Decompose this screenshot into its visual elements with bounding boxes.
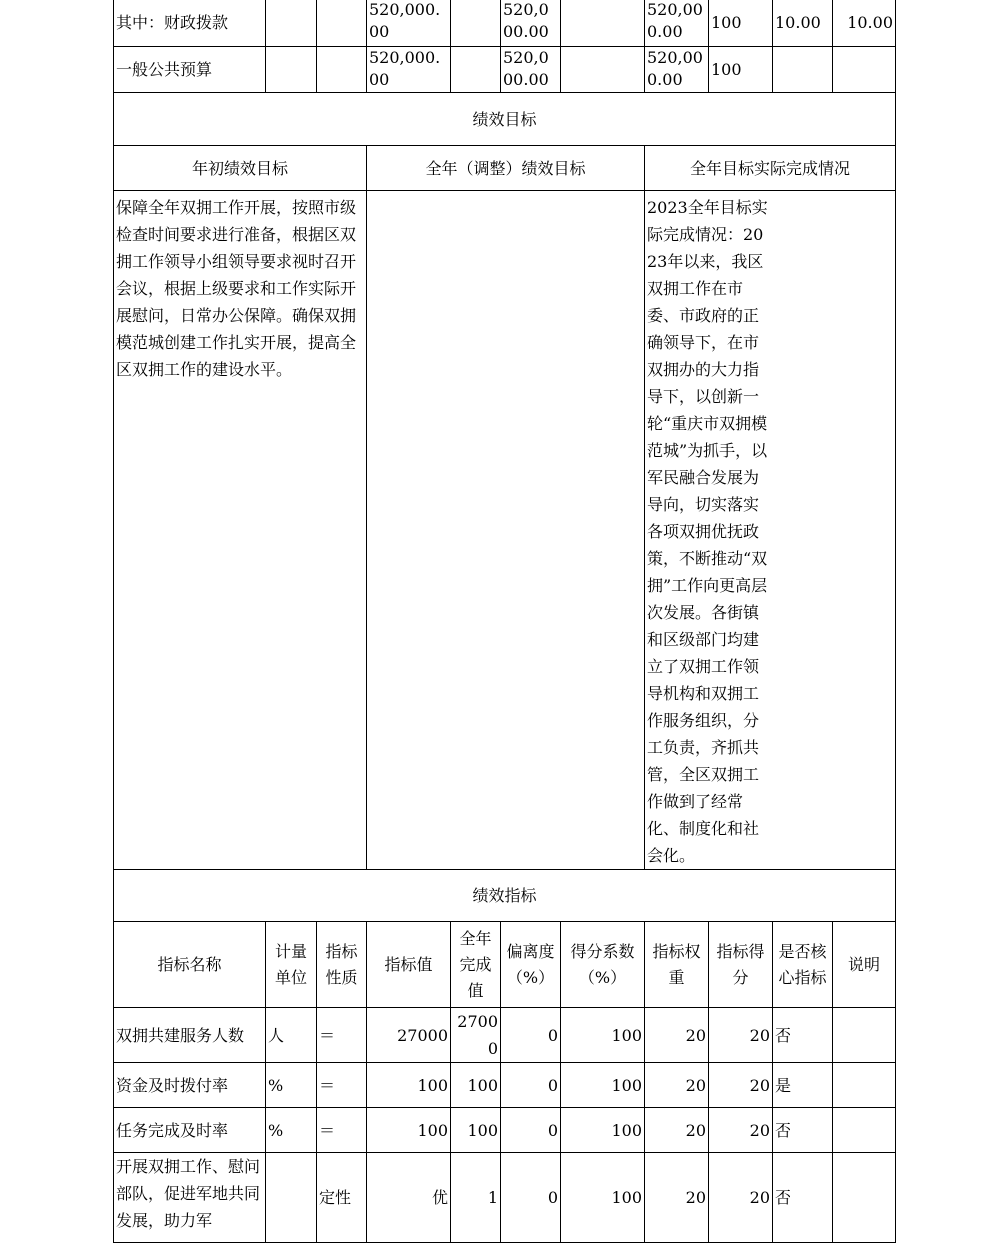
indicator-score: 20	[709, 1063, 773, 1108]
indicator-row	[114, 1108, 896, 1153]
indicator-deviation: 0	[501, 1008, 561, 1063]
goals-initial-text: 保障全年双拥工作开展，按照市级检查时间要求进行准备，根据区双拥工作领导小组领导要求视时召开会议，根据上级要求和工作实际开展慰问，日常办公保障。确保双拥模范城创建工作扎实开展，提高全区双拥工作的建设水平。	[114, 191, 367, 870]
indicator-nature: ＝	[317, 1008, 367, 1063]
indicator-row	[114, 1008, 896, 1063]
indicator-core: 是	[773, 1063, 833, 1108]
indicator-target: 优	[367, 1153, 451, 1243]
indicator-nature: ＝	[317, 1063, 367, 1108]
budget-weight: 10.00	[773, 0, 833, 47]
budget-cell	[561, 0, 645, 47]
header-note: 说明	[833, 922, 896, 1008]
header-indicator-name: 指标名称	[114, 922, 266, 1008]
indicator-name: 资金及时拨付率	[114, 1063, 266, 1108]
header-core: 是否核心指标	[773, 922, 833, 1008]
goals-adjusted-header: 全年（调整）绩效目标	[367, 146, 645, 191]
header-score: 指标得分	[709, 922, 773, 1008]
indicator-target: 27000	[367, 1008, 451, 1063]
indicator-target: 100	[367, 1063, 451, 1108]
indicators-header-row	[114, 922, 896, 1008]
indicators-section-row	[114, 870, 896, 922]
indicator-completed: 1	[451, 1153, 501, 1243]
budget-row	[114, 0, 896, 47]
indicator-coefficient: 100	[561, 1108, 645, 1153]
indicator-unit: 人	[266, 1008, 317, 1063]
indicator-target: 100	[367, 1108, 451, 1153]
goals-section-row	[114, 93, 896, 146]
indicator-deviation: 0	[501, 1063, 561, 1108]
indicator-unit: %	[266, 1108, 317, 1153]
indicator-deviation: 0	[501, 1153, 561, 1243]
goals-actual-blank	[773, 191, 896, 870]
indicator-weight: 20	[645, 1153, 709, 1243]
header-deviation: 偏离度（%）	[501, 922, 561, 1008]
indicators-section-title: 绩效指标	[114, 870, 896, 922]
budget-label: 其中：财政拨款	[114, 0, 266, 47]
budget-cell	[317, 47, 367, 93]
budget-row	[114, 47, 896, 93]
budget-cell	[266, 0, 317, 47]
indicator-row	[114, 1063, 896, 1108]
indicator-completed: 100	[451, 1063, 501, 1108]
budget-rate: 100	[709, 0, 773, 47]
budget-cell	[266, 47, 317, 93]
indicator-weight: 20	[645, 1063, 709, 1108]
budget-cell	[451, 47, 501, 93]
indicator-completed: 27000	[451, 1008, 501, 1063]
goals-header-row	[114, 146, 896, 191]
indicator-note	[833, 1153, 896, 1243]
indicator-score: 20	[709, 1008, 773, 1063]
goals-actual-text: 2023全年目标实际完成情况：2023年以来，我区双拥工作在市委、市政府的正确领导下，在市双拥办的大力指导下，以创新一轮“重庆市双拥模范城”为抓手，以军民融合发展为导向，切实落实各项双拥优抚政策，不断推动“双拥”工作向更高层次发展。各街镇和区级部门均建立了双拥工作领导机构和双拥工作服务组织，分工负责，齐抓共管，全区双拥工作做到了经常化、制度化和社会化。	[645, 191, 773, 870]
goals-content-row	[114, 191, 896, 870]
indicator-unit: %	[266, 1063, 317, 1108]
indicator-coefficient: 100	[561, 1063, 645, 1108]
header-nature: 指标性质	[317, 922, 367, 1008]
header-weight: 指标权重	[645, 922, 709, 1008]
header-score-coefficient: 得分系数（%）	[561, 922, 645, 1008]
indicator-score: 20	[709, 1153, 773, 1243]
header-unit: 计量单位	[266, 922, 317, 1008]
indicator-nature: ＝	[317, 1108, 367, 1153]
indicator-core: 否	[773, 1008, 833, 1063]
indicator-name: 双拥共建服务人数	[114, 1008, 266, 1063]
header-completed: 全年完成值	[451, 922, 501, 1008]
goals-actual-header: 全年目标实际完成情况	[645, 146, 896, 191]
indicator-core: 否	[773, 1108, 833, 1153]
indicator-score: 20	[709, 1108, 773, 1153]
indicator-coefficient: 100	[561, 1008, 645, 1063]
indicator-note	[833, 1108, 896, 1153]
indicator-name: 任务完成及时率	[114, 1108, 266, 1153]
indicator-completed: 100	[451, 1108, 501, 1153]
budget-score: 10.00	[833, 0, 896, 47]
budget-actual: 520,000.00	[645, 0, 709, 47]
header-target: 指标值	[367, 922, 451, 1008]
indicator-note	[833, 1063, 896, 1108]
goals-initial-header: 年初绩效目标	[114, 146, 367, 191]
budget-weight	[773, 47, 833, 93]
performance-table	[113, 0, 896, 1243]
indicator-weight: 20	[645, 1108, 709, 1153]
budget-score	[833, 47, 896, 93]
budget-rate: 100	[709, 47, 773, 93]
indicator-nature: 定性	[317, 1153, 367, 1243]
budget-initial: 520,000.00	[367, 0, 451, 47]
indicator-name: 开展双拥工作、慰问部队，促进军地共同发展，助力军	[114, 1153, 266, 1243]
goals-section-title: 绩效目标	[114, 93, 896, 146]
budget-initial: 520,000.00	[367, 47, 451, 93]
budget-cell	[451, 0, 501, 47]
budget-adjusted: 520,000.00	[501, 47, 561, 93]
performance-report	[113, 0, 895, 1243]
budget-actual: 520,000.00	[645, 47, 709, 93]
indicator-note	[833, 1008, 896, 1063]
indicator-weight: 20	[645, 1008, 709, 1063]
budget-cell	[561, 47, 645, 93]
indicator-deviation: 0	[501, 1108, 561, 1153]
budget-label: 一般公共预算	[114, 47, 266, 93]
budget-adjusted: 520,000.00	[501, 0, 561, 47]
goals-adjusted-text	[367, 191, 645, 870]
indicator-row	[114, 1153, 896, 1243]
indicator-coefficient: 100	[561, 1153, 645, 1243]
indicator-core: 否	[773, 1153, 833, 1243]
indicator-unit	[266, 1153, 317, 1243]
budget-cell	[317, 0, 367, 47]
